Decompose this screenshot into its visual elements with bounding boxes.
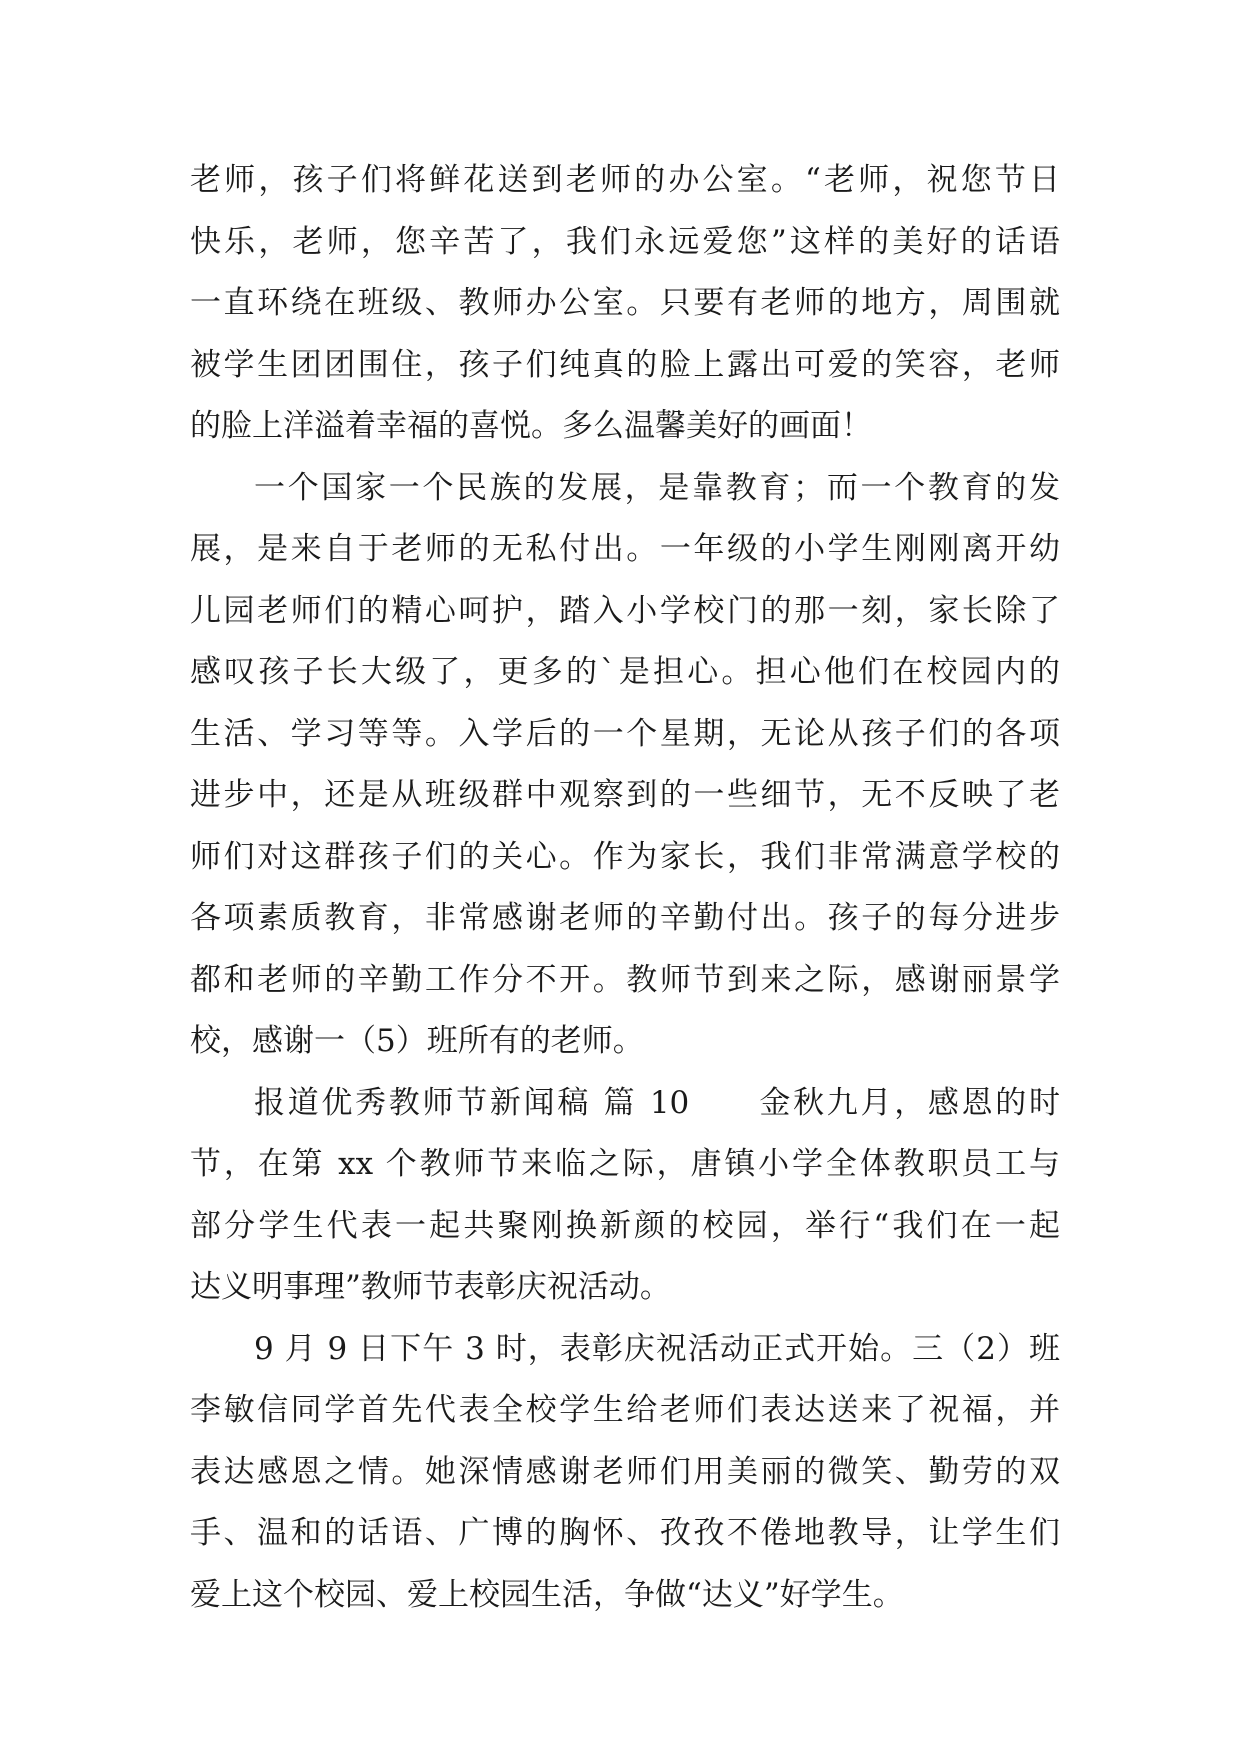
text-line: 师们对这群孩子们的关心。作为家长，我们非常满意学校的 [190, 838, 1060, 875]
text-line: 生活、学习等等。入学后的一个星期，无论从孩子们的各项 [190, 715, 1060, 752]
text-line: 手、温和的话语、广博的胸怀、孜孜不倦地教导，让学生们 [190, 1515, 1060, 1551]
text-line: 爱上这个校园、爱上校园生活，争做“达义”好学生。 [190, 1576, 904, 1613]
text-line: 一直环绕在班级、教师办公室。只要有老师的地方，周围就 [190, 285, 1060, 321]
text-line: 都和老师的辛勤工作分不开。教师节到来之际，感谢丽景学 [190, 961, 1060, 998]
text-line: 老师，孩子们将鲜花送到老师的办公室。“老师，祝您节日 [190, 162, 1060, 198]
text-line: 校，感谢一（5）班所有的老师。 [190, 1023, 644, 1059]
text-line: 感叹孩子长大级了，更多的`是担心。担心他们在校园内的 [190, 654, 1060, 690]
text-line: 达义明事理”教师节表彰庆祝活动。 [190, 1269, 671, 1305]
text-line: 的脸上洋溢着幸福的喜悦。多么温馨美好的画面！ [190, 408, 872, 444]
text-line: 进步中，还是从班级群中观察到的一些细节，无不反映了老 [190, 777, 1060, 813]
text-line: 9 月 9 日下午 3 时，表彰庆祝活动正式开始。三（2）班 [254, 1330, 1060, 1367]
text-line: 快乐，老师，您辛苦了，我们永远爱您”这样的美好的话语 [190, 223, 1060, 260]
text-line: 各项素质教育，非常感谢老师的辛勤付出。孩子的每分进步 [190, 900, 1060, 936]
text-line: 被学生团团围住，孩子们纯真的脸上露出可爱的笑容，老师 [190, 346, 1060, 383]
text-line: 展，是来自于老师的无私付出。一年级的小学生刚刚离开幼 [190, 531, 1060, 567]
text-line: 节，在第 xx 个教师节来临之际，唐镇小学全体教职员工与 [190, 1146, 1060, 1182]
text-line: 报道优秀教师节新闻稿 篇 10 金秋九月，感恩的时 [254, 1084, 1060, 1121]
text-line: 儿园老师们的精心呵护，踏入小学校门的那一刻，家长除了 [190, 592, 1060, 629]
text-line: 表达感恩之情。她深情感谢老师们用美丽的微笑、勤劳的双 [190, 1453, 1060, 1490]
text-line: 李敏信同学首先代表全校学生给老师们表达送来了祝福，并 [190, 1392, 1060, 1428]
document-body [190, 150, 1060, 1626]
text-line: 一个国家一个民族的发展，是靠教育；而一个教育的发 [254, 469, 1060, 506]
text-line: 部分学生代表一起共聚刚换新颜的校园，举行“我们在一起 [190, 1207, 1060, 1244]
